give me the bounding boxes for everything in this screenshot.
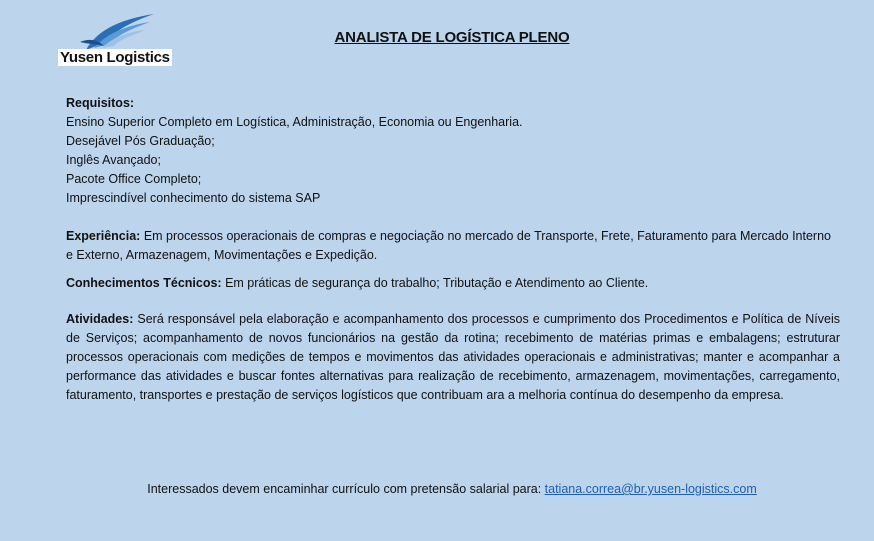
contact-text: Interessados devem encaminhar currículo com pretensão salarial para: xyxy=(147,482,545,496)
contact-email-link[interactable]: tatiana.correa@br.yusen-logistics.com xyxy=(544,482,757,496)
logo-text: Yusen Logistics xyxy=(60,49,170,66)
page-title: ANALISTA DE LOGÍSTICA PLENO xyxy=(334,29,570,46)
activities-text: Será responsável pela elaboração e acompanhamento dos processos e cumprimento dos Procedimentos e Política de Níveis de Serviços; acompanhamento de novos funcionários na gestão da rotina; recebimento de matérias primas e embalagens; estruturar processos operacionais com medições de tempos e movimentos das atividades operacionais e administrativas; manter e acompanhar a performance das atividades e buscar fontes alternativas para realização de recebimento, armazenagem, movimentações, carregamento, faturamento, transportes e prestação de serviços logísticos que contribuam ara a melhoria contínua do desempenho da empresa. xyxy=(66,312,840,402)
requirement-item: Imprescindível conhecimento do sistema SAP xyxy=(66,191,321,205)
requirements-section xyxy=(66,94,840,208)
activities-label: Atividades: xyxy=(66,312,134,326)
job-description xyxy=(66,94,840,405)
requirement-item: Pacote Office Completo; xyxy=(66,172,202,186)
experience-label: Experiência: xyxy=(66,229,141,243)
technical-knowledge-section xyxy=(66,274,840,293)
experience-text: Em processos operacionais de compras e negociação no mercado de Transporte, Frete, Faturamento para Mercado Interno e Externo, Armazenagem, Movimentações e Expedição. xyxy=(66,229,831,262)
contact-footer xyxy=(0,482,874,496)
technical-knowledge-text: Em práticas de segurança do trabalho; Tributação e Atendimento ao Cliente. xyxy=(221,276,649,290)
technical-knowledge-label: Conhecimentos Técnicos: xyxy=(66,276,222,290)
requirement-item: Inglês Avançado; xyxy=(66,153,161,167)
requirements-heading: Requisitos: xyxy=(66,96,135,110)
requirement-item: Desejável Pós Graduação; xyxy=(66,134,215,148)
experience-section xyxy=(66,227,840,265)
activities-section xyxy=(66,310,840,405)
requirement-item: Ensino Superior Completo em Logística, Administração, Economia ou Engenharia. xyxy=(66,115,523,129)
